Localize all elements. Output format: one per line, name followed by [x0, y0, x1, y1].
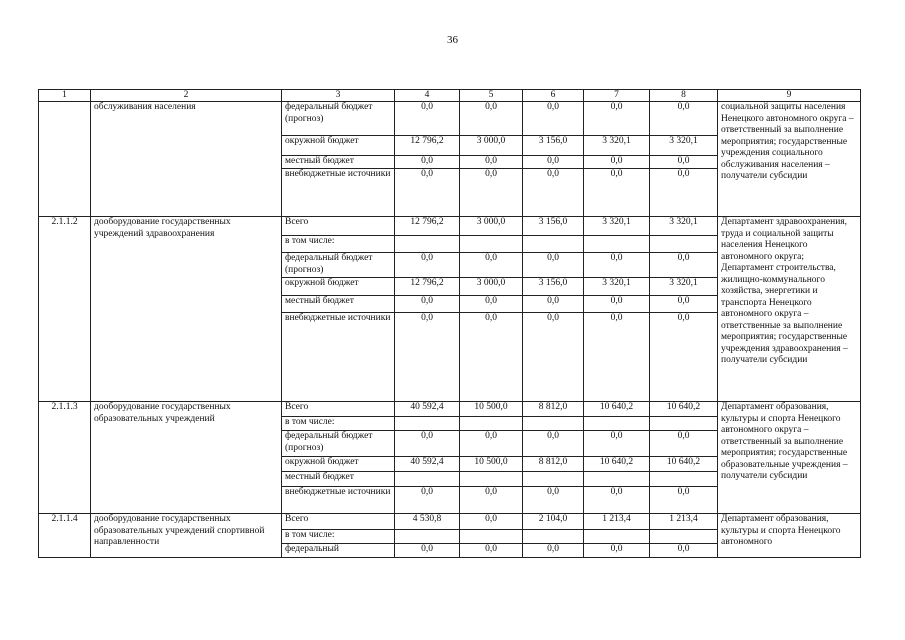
col-num-1: 1 — [39, 90, 91, 102]
col-num-7: 7 — [584, 90, 650, 102]
item-code — [39, 102, 91, 217]
value-cell — [395, 530, 460, 544]
value-cell: 1 213,4 — [650, 514, 718, 530]
value-cell: 0,0 — [650, 296, 718, 313]
value-cell: 0,0 — [584, 156, 650, 169]
value-cell: 3 156,0 — [523, 217, 584, 236]
value-cell: 0,0 — [395, 156, 460, 169]
value-cell: 3 320,1 — [650, 136, 718, 156]
col-num-3: 3 — [282, 90, 395, 102]
source-label: внебюджетные источники — [282, 169, 395, 217]
item-code: 2.1.1.2 — [39, 217, 91, 402]
responsible-text: Департамент образования, культуры и спорта Ненецкого автономного округа – ответственный за выполнение мероприятия; государственные образовательные учреждения – получатели субсидии — [718, 402, 861, 514]
value-cell — [650, 417, 718, 431]
col-num-2: 2 — [91, 90, 282, 102]
value-cell: 0,0 — [584, 313, 650, 402]
value-cell: 0,0 — [395, 169, 460, 217]
value-cell — [460, 472, 523, 487]
value-cell: 0,0 — [523, 253, 584, 278]
value-cell: 0,0 — [650, 487, 718, 514]
value-cell — [584, 236, 650, 253]
value-cell: 0,0 — [523, 313, 584, 402]
value-cell: 12 796,2 — [395, 217, 460, 236]
value-cell: 3 320,1 — [584, 278, 650, 296]
col-num-4: 4 — [395, 90, 460, 102]
value-cell: 0,0 — [584, 431, 650, 457]
value-cell — [395, 472, 460, 487]
value-cell: 12 796,2 — [395, 136, 460, 156]
value-cell: 0,0 — [460, 156, 523, 169]
source-label: федеральный бюджет (прогноз) — [282, 102, 395, 136]
table-row — [39, 102, 861, 136]
item-name: дооборудование государственных образовательных учреждений — [91, 402, 282, 514]
responsible-text: Департамент здравоохранения, труда и социальной защиты населения Ненецкого автономного округа; Департамент строительства, жилищно-коммунального хозяйства, энергетики и транспорта Ненецкого автономного округа – ответственные за выполнение мероприятия; государственные учреждения здравоохранения – получатели субсидии — [718, 217, 861, 402]
value-cell — [460, 417, 523, 431]
value-cell: 0,0 — [395, 253, 460, 278]
value-cell: 0,0 — [584, 253, 650, 278]
value-cell: 10 640,2 — [584, 402, 650, 417]
value-cell: 0,0 — [523, 102, 584, 136]
budget-table — [38, 89, 861, 558]
value-cell: 1 213,4 — [584, 514, 650, 530]
value-cell: 0,0 — [584, 296, 650, 313]
source-label: местный бюджет — [282, 296, 395, 313]
col-num-8: 8 — [650, 90, 718, 102]
value-cell — [460, 530, 523, 544]
source-label: местный бюджет — [282, 156, 395, 169]
value-cell: 0,0 — [395, 544, 460, 558]
col-num-5: 5 — [460, 90, 523, 102]
value-cell: 0,0 — [460, 253, 523, 278]
value-cell: 0,0 — [650, 102, 718, 136]
value-cell — [523, 472, 584, 487]
value-cell: 0,0 — [584, 544, 650, 558]
value-cell — [650, 530, 718, 544]
value-cell: 3 000,0 — [460, 217, 523, 236]
value-cell: 3 000,0 — [460, 136, 523, 156]
value-cell: 0,0 — [395, 313, 460, 402]
source-label: внебюджетные источники — [282, 313, 395, 402]
value-cell: 0,0 — [523, 169, 584, 217]
responsible-text: Департамент образования, культуры и спорта Ненецкого автономного — [718, 514, 861, 558]
value-cell: 0,0 — [523, 431, 584, 457]
value-cell: 8 812,0 — [523, 457, 584, 472]
value-cell: 10 640,2 — [650, 457, 718, 472]
value-cell — [460, 236, 523, 253]
col-num-6: 6 — [523, 90, 584, 102]
source-label: местный бюджет — [282, 472, 395, 487]
responsible-text: социальной защиты населения Ненецкого автономного округа – ответственный за выполнение мероприятия; государственные учреждения социального обслуживания населения – получатели субсидии — [718, 102, 861, 217]
value-cell: 3 000,0 — [460, 278, 523, 296]
value-cell: 0,0 — [395, 296, 460, 313]
value-cell: 0,0 — [650, 313, 718, 402]
source-label: в том числе: — [282, 417, 395, 431]
value-cell: 0,0 — [395, 431, 460, 457]
value-cell: 0,0 — [523, 487, 584, 514]
value-cell: 0,0 — [460, 514, 523, 530]
value-cell — [650, 236, 718, 253]
value-cell: 10 500,0 — [460, 457, 523, 472]
table-row — [39, 514, 861, 530]
table-row — [39, 217, 861, 236]
value-cell: 0,0 — [584, 487, 650, 514]
value-cell: 0,0 — [650, 544, 718, 558]
source-label: Всего — [282, 217, 395, 236]
value-cell: 40 592,4 — [395, 457, 460, 472]
value-cell — [584, 530, 650, 544]
value-cell: 0,0 — [460, 487, 523, 514]
value-cell — [650, 472, 718, 487]
value-cell: 10 640,2 — [584, 457, 650, 472]
value-cell — [395, 417, 460, 431]
value-cell: 0,0 — [460, 102, 523, 136]
value-cell: 0,0 — [460, 296, 523, 313]
value-cell: 3 156,0 — [523, 278, 584, 296]
source-label: федеральный бюджет (прогноз) — [282, 253, 395, 278]
source-label: Всего — [282, 514, 395, 530]
value-cell: 10 640,2 — [650, 402, 718, 417]
value-cell: 8 812,0 — [523, 402, 584, 417]
value-cell: 0,0 — [650, 156, 718, 169]
column-numbers-row — [39, 90, 861, 102]
value-cell: 10 500,0 — [460, 402, 523, 417]
source-label: федеральный бюджет (прогноз) — [282, 431, 395, 457]
value-cell: 0,0 — [523, 296, 584, 313]
source-label: в том числе: — [282, 530, 395, 544]
value-cell — [523, 530, 584, 544]
value-cell: 3 320,1 — [650, 278, 718, 296]
value-cell: 0,0 — [460, 313, 523, 402]
item-name: дооборудование государственных учреждений здравоохранения — [91, 217, 282, 402]
value-cell: 0,0 — [460, 431, 523, 457]
item-name: обслуживания населения — [91, 102, 282, 217]
value-cell: 12 796,2 — [395, 278, 460, 296]
page-number: 36 — [447, 34, 458, 46]
item-name: дооборудование государственных образовательных учреждений спортивной направленности — [91, 514, 282, 558]
source-label: федеральный — [282, 544, 395, 558]
value-cell: 3 156,0 — [523, 136, 584, 156]
col-num-9: 9 — [718, 90, 861, 102]
value-cell: 3 320,1 — [584, 136, 650, 156]
value-cell: 2 104,0 — [523, 514, 584, 530]
value-cell: 0,0 — [650, 169, 718, 217]
value-cell: 0,0 — [460, 544, 523, 558]
value-cell: 0,0 — [523, 544, 584, 558]
source-label: окружной бюджет — [282, 457, 395, 472]
source-label: в том числе: — [282, 236, 395, 253]
source-label: окружной бюджет — [282, 136, 395, 156]
value-cell: 0,0 — [523, 156, 584, 169]
value-cell — [584, 472, 650, 487]
value-cell — [523, 236, 584, 253]
source-label: Всего — [282, 402, 395, 417]
value-cell: 0,0 — [584, 102, 650, 136]
value-cell: 0,0 — [460, 169, 523, 217]
value-cell: 4 530,8 — [395, 514, 460, 530]
value-cell: 0,0 — [650, 431, 718, 457]
value-cell: 0,0 — [650, 253, 718, 278]
value-cell: 40 592,4 — [395, 402, 460, 417]
table-row — [39, 402, 861, 417]
value-cell: 0,0 — [395, 102, 460, 136]
source-label: внебюджетные источники — [282, 487, 395, 514]
value-cell — [395, 236, 460, 253]
item-code: 2.1.1.4 — [39, 514, 91, 558]
value-cell: 3 320,1 — [650, 217, 718, 236]
value-cell: 3 320,1 — [584, 217, 650, 236]
value-cell — [584, 417, 650, 431]
value-cell — [523, 417, 584, 431]
item-code: 2.1.1.3 — [39, 402, 91, 514]
value-cell: 0,0 — [395, 487, 460, 514]
source-label: окружной бюджет — [282, 278, 395, 296]
value-cell: 0,0 — [584, 169, 650, 217]
